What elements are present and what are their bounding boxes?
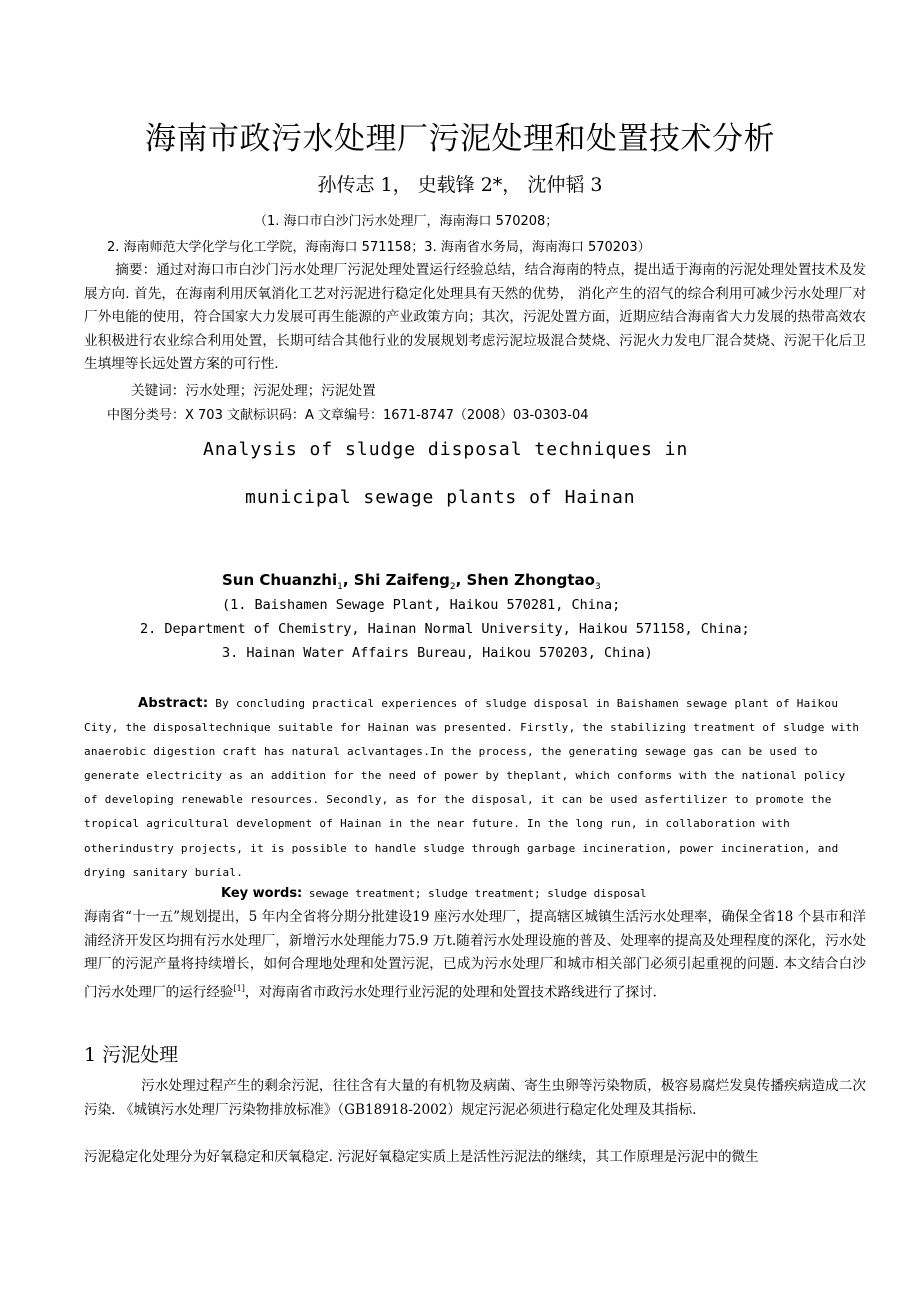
english-abstract-text: By concluding practical experiences of sludge disposal in Baishamen sewage plant of Haikou City, the disposaltechnique suitable for Hainan was presented. Firstly, the stabilizing treatment of sludge with anaerobic digestion craft has natural aclvantages.In the process, the generating sewage gas can be used to generate electricity as an addition for the need of power by theplant, which conforms with the national policy of developing renewable resources. Secondly, as for the disposal, it can be used asfertilizer to promote the tropical agricultural development of Hainan in the near future. In the long run, in collaboration with otherindustry projects, it is possible to handle sludge through garbage incineration, power incineration, and drying sanitary burial. <box>84 697 860 879</box>
section-1-paragraph-1: 污水处理过程产生的剩余污泥，往往含有大量的有机物及病菌、寄生虫卵等污染物质，极容易腐烂发臭传播疾病造成二次污染. 《城镇污水处理厂污染物排放标准》（GB18918-2002）规定污泥必须进行稳定化处理及其指标. <box>84 1078 866 1118</box>
author-3: , Shen Zhongtao <box>455 571 595 589</box>
intro-text-b: ，对海南省市政污水处理行业污泥的处理和处置技术路线进行了探讨. <box>244 984 658 1001</box>
english-keywords <box>221 886 647 901</box>
paper-title: 海南市政污水处理厂污泥处理和处置技术分析 <box>145 121 775 157</box>
english-abstract-label: Abstract: <box>138 696 209 711</box>
english-abstract <box>84 692 866 885</box>
author-3-mark: 3 <box>594 582 601 592</box>
english-authors <box>222 571 601 592</box>
affiliation-cn-line-2: 2. 海南师范大学化学与化工学院，海南海口 571158；3. 海南省水务局，海南海口 570203） <box>107 240 651 255</box>
section-1-heading: 1 污泥处理 <box>84 1044 179 1066</box>
abstract-cn: 摘要：通过对海口市白沙门污水处理厂污泥处理处置运行经验总结，结合海南的特点，提出适于海南的污泥处理处置技术及发展方向. 首先，在海南利用厌氧消化工艺对污泥进行稳定化处理具有天然的优势， 消化产生的沼气的综合利用可减少污水处理厂对厂外电能的使用，符合国家大力发展可再生能源的产业政策方向；其次，污泥处置方面，近期应结合海南省大力发展的热带高效农业积极进行农业综合利用处置，长期可结合其他行业的发展规划考虑污泥垃圾混合焚烧、污泥火力发电厂混合焚烧、污泥干化后卫生填埋等长远处置方案的可行性. <box>84 262 866 372</box>
english-affiliation-line-1: (1. Baishamen Sewage Plant, Haikou 570281, China; <box>222 597 621 613</box>
authors-cn: 孙传志 1， 史载锋 2*， 沈仲韬 3 <box>317 174 603 196</box>
english-affiliation-line-2: 2. Department of Chemistry, Hainan Normal University, Haikou 571158, China; <box>140 621 750 637</box>
english-affiliation-line-3: 3. Hainan Water Affairs Bureau, Haikou 570203, China) <box>222 645 653 661</box>
english-keywords-text: sewage treatment; sludge treatment; sludge disposal <box>302 887 647 900</box>
affiliation-cn-line-1: （1. 海口市白沙门污水处理厂，海南海口 570208； <box>254 214 559 229</box>
author-1-mark: 1 <box>337 582 343 592</box>
english-title-line-1: Analysis of sludge disposal techniques in <box>203 439 689 460</box>
author-2-mark: 2 <box>449 582 456 592</box>
english-keywords-label: Key words: <box>221 886 303 901</box>
keywords-cn: 关键词：污水处理；污泥处理；污泥处置 <box>131 383 376 399</box>
author-1: Sun Chuanzhi <box>222 571 338 589</box>
reference-link: [1] <box>233 983 245 993</box>
section-1-paragraph-2: 污泥稳定化处理分为好氧稳定和厌氧稳定. 污泥好氧稳定实质上是活性污泥法的继续，其工作原理是污泥中的微生 <box>84 1149 759 1165</box>
author-2: , Shi Zaifeng <box>342 571 450 589</box>
classification-line: 中图分类号：X 703 文献标识码：A 文章编号：1671-8747（2008）03-0303-04 <box>107 408 589 423</box>
intro-text-a: 海南省“十一五”规划提出，5 年内全省将分期分批建设19 座污水处理厂，提高辖区城镇生活污水处理率，确保全省18 个县市和洋浦经济开发区均拥有污水处理厂，新增污水处理能力75.9 万t.随着污水处理设施的普及、处理率的提高及处理程度的深化，污水处理厂的污泥产量将持续增长，如何合理地处理和处置污泥，已成为污水处理厂和城市相关部门必须引起重视的问题. 本文结合白沙门污水处理厂的运行经验 <box>84 909 866 1001</box>
english-title-line-2: municipal sewage plants of Hainan <box>245 487 636 508</box>
intro-paragraph <box>84 906 866 1005</box>
